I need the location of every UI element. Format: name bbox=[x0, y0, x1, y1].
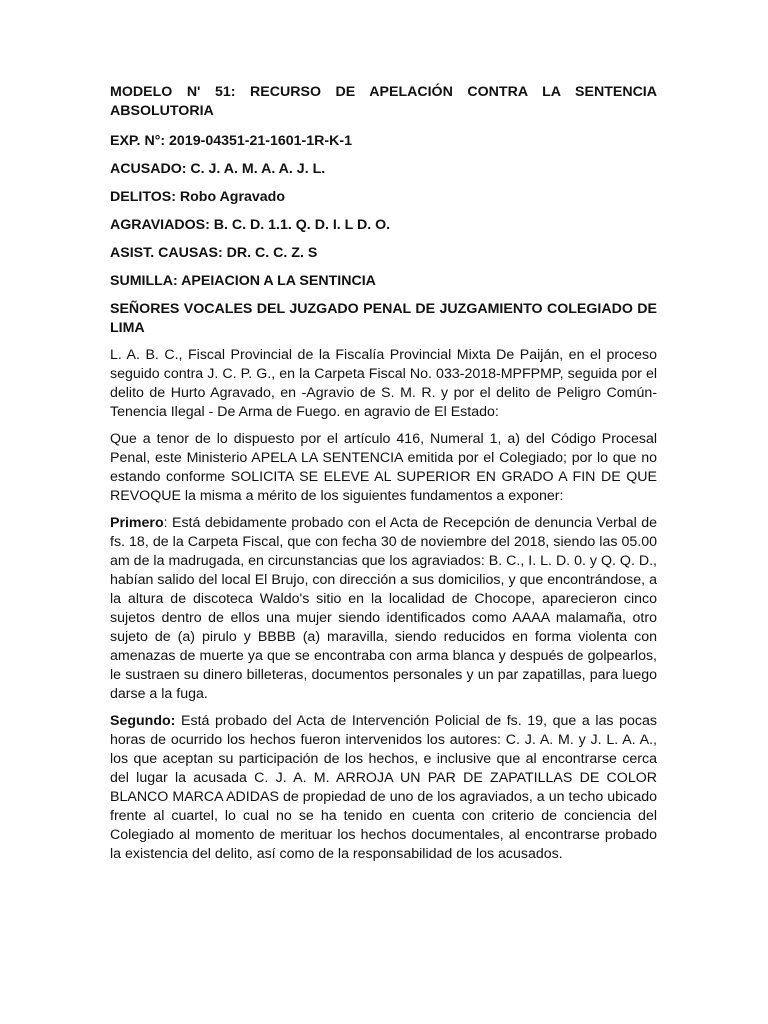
delitos-line: DELITOS: Robo Agravado bbox=[110, 189, 285, 205]
expediente-number: EXP. N°: 2019-04351-21-1601-1R-K-1 bbox=[110, 133, 353, 149]
asist-causas-line: ASIST. CAUSAS: DR. C. C. Z. S bbox=[110, 245, 318, 261]
segundo-label: Segundo: bbox=[110, 713, 176, 729]
addressee-heading: SEÑORES VOCALES DEL JUZGADO PENAL DE JUZGAMIENTO COLEGIADO DE LIMA bbox=[110, 301, 657, 336]
document-title: MODELO N' 51: RECURSO DE APELACIÓN CONTRA LA SENTENCIA ABSOLUTORIA bbox=[110, 84, 657, 119]
primero-text: : Está debidamente probado con el Acta de Recepción de denuncia Verbal de fs. 18, de la Carpeta Fiscal, que con fecha 30 de noviembre del 2018, siendo las 05.00 am de la madrugada, en circunstancias que los agraviados: B. C., I. L. D. 0. y Q. Q. D., habían salido del local El Brujo, con dirección a sus domicilios, y que encontrándose, a la altura de discoteca Waldo's sitio en la localidad de Chocope, aparecieron cinco sujetos dentro de ellos una mujer siendo identificados como AAAA malamaña, otro sujeto de (a) pirulo y BBBB (a) maravilla, siendo reducidos en forma violenta con amenazas de muerte ya que se encontraba con arma blanca y después de golpearlos, le sustraen su dinero billeteras, documentos personales y un par zapatillas, para luego darse a la fuga. bbox=[110, 515, 657, 702]
request-paragraph: Que a tenor de lo dispuesto por el artículo 416, Numeral 1, a) del Código Procesal Penal, este Ministerio APELA LA SENTENCIA emitida por el Colegiado; por lo que no estando conforme SOLICITA SE ELEVE AL SUPERIOR EN GRADO A FIN DE QUE REVOQUE la misma a mérito de los siguientes fundamentos a exponer: bbox=[110, 431, 657, 504]
segundo-paragraph bbox=[110, 712, 657, 864]
primero-label: Primero bbox=[110, 515, 164, 531]
primero-paragraph bbox=[110, 514, 657, 704]
acusado-line: ACUSADO: C. J. A. M. A. A. J. L. bbox=[110, 161, 326, 177]
document-page bbox=[110, 83, 657, 872]
segundo-text: Está probado del Acta de Intervención Policial de fs. 19, que a las pocas horas de ocurrido los hechos fueron intervenidos los autores: C. J. A. M. y J. L. A. A., los que aceptan su participación de los hechos, e inclusive que al encontrarse cerca del lugar la acusada C. J. A. M. ARROJA UN PAR DE ZAPATILLAS DE COLOR BLANCO MARCA ADIDAS de propiedad de uno de los agraviados, a un techo ubicado frente al cuartel, lo cual no se ha tenido en cuenta con criterio de conciencia del Colegiado al momento de merituar los hechos documentales, al encontrarse probado la existencia del delito, así como de la responsabilidad de los acusados. bbox=[110, 713, 657, 862]
agraviados-line: AGRAVIADOS: B. C. D. 1.1. Q. D. I. L D. O. bbox=[110, 217, 391, 233]
intro-paragraph: L. A. B. C., Fiscal Provincial de la Fiscalía Provincial Mixta De Paiján, en el proceso seguido contra J. C. P. G., en la Carpeta Fiscal No. 033-2018-MPFPMP, seguida por el delito de Hurto Agravado, en -Agravio de S. M. R. y por el delito de Peligro Común-Tenencia Ilegal - De Arma de Fuego. en agravio de El Estado: bbox=[110, 347, 657, 420]
sumilla-line: SUMILLA: APEIACION A LA SENTINCIA bbox=[110, 273, 376, 289]
